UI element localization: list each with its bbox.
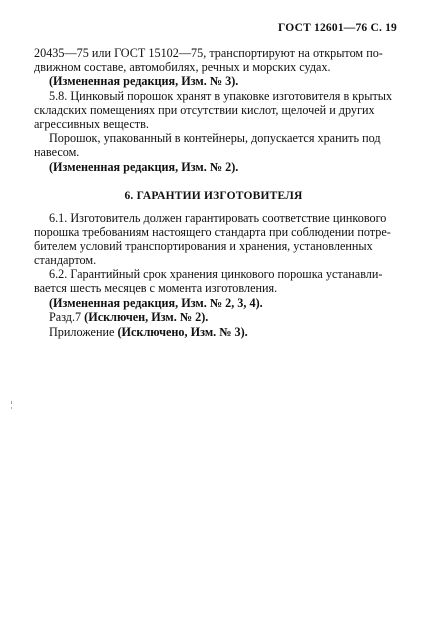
exclusion-note: (Исключен, Изм. № 2). xyxy=(84,310,209,324)
text-line: Порошок, упакованный в контейнеры, допускается хранить под xyxy=(49,131,381,145)
text-line: 6.1. Изготовитель должен гарантировать соответствие цинкового xyxy=(49,211,387,225)
scan-speck xyxy=(11,401,12,404)
text-line: порошка требованиям настоящего стандарта при соблюдении потре- xyxy=(34,225,391,239)
text-line: 5.8. Цинковый порошок хранят в упаковке изготовителя в крытых xyxy=(49,89,393,103)
excluded-section-note xyxy=(49,310,208,324)
text-line: 20435—75 или ГОСТ 15102—75, транспортируют на открытом по- xyxy=(34,46,383,60)
appendix-label: Приложение xyxy=(49,325,118,339)
text-line: агрессивных веществ. xyxy=(34,117,149,131)
text-line: навесом. xyxy=(34,145,80,159)
section-heading: 6. ГАРАНТИИ ИЗГОТОВИТЕЛЯ xyxy=(124,190,303,202)
text-line: 6.2. Гарантийный срок хранения цинкового порошка устанавли- xyxy=(49,267,383,281)
amendment-note: (Измененная редакция, Изм. № 2). xyxy=(49,160,239,174)
text-line: складских помещениях при отсутствии кислот, щелочей и других xyxy=(34,103,375,117)
text-line: движном составе, автомобилях, речных и морских судах. xyxy=(34,60,331,74)
scan-speck xyxy=(11,407,12,409)
text-line: бителем условий транспортирования и хранения, установленных xyxy=(34,239,373,253)
text-line: вается шесть месяцев с момента изготовления. xyxy=(34,281,278,295)
excluded-appendix-note xyxy=(49,325,248,339)
exclusion-note: (Исключено, Изм. № 3). xyxy=(117,325,248,339)
page-header: ГОСТ 12601—76 С. 19 xyxy=(278,22,397,34)
excluded-section-label: Разд.7 xyxy=(49,310,85,324)
amendment-note: (Измененная редакция, Изм. № 2, 3, 4). xyxy=(49,296,263,310)
amendment-note: (Измененная редакция, Изм. № 3). xyxy=(49,74,239,88)
text-line: стандартом. xyxy=(34,253,97,267)
